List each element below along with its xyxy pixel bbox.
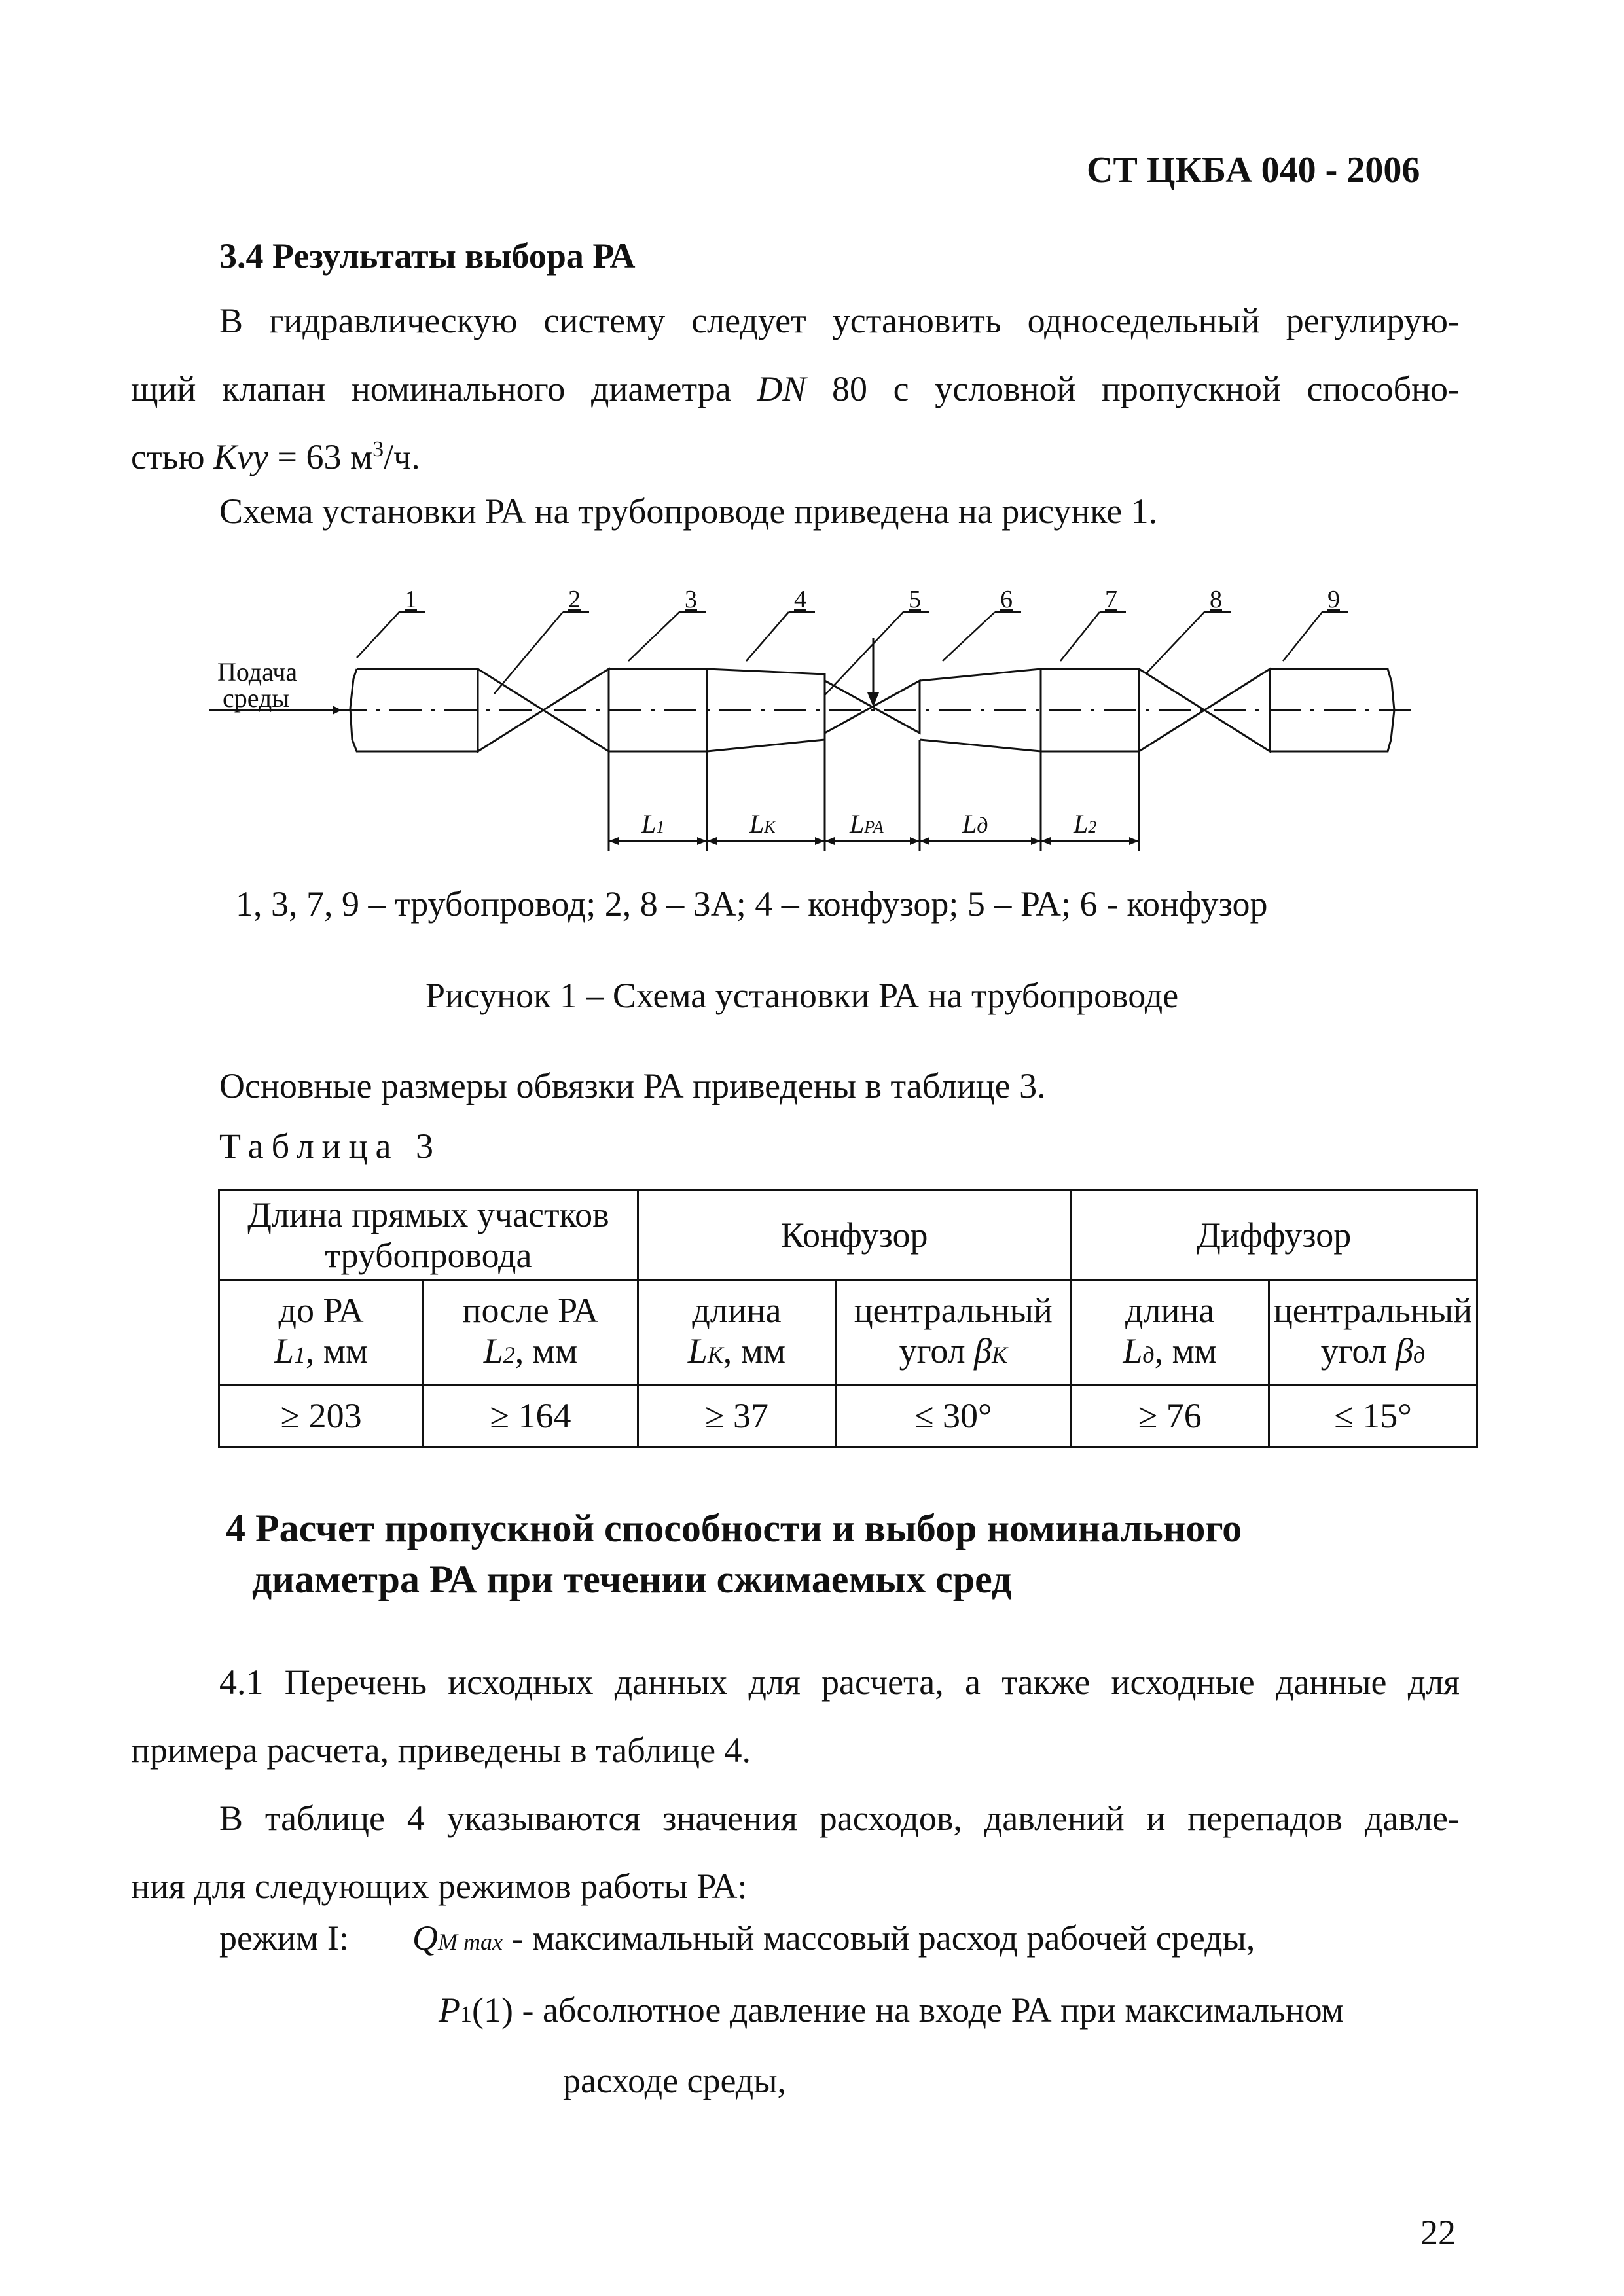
header-diffuser: Диффузор xyxy=(1071,1190,1477,1280)
heading-line: диаметра РА при течении сжимаемых сред xyxy=(252,1558,1012,1601)
cell-line: центральный xyxy=(854,1290,1053,1330)
figure-legend: 1, 3, 7, 9 – трубопровод; 2, 8 – ЗА; 4 – конфузор; 5 – РА; 6 - конфузор xyxy=(236,884,1268,924)
table-label: Таблица 3 xyxy=(219,1126,441,1166)
subscript: д xyxy=(1142,1341,1155,1368)
subheader-diffuser-length xyxy=(1071,1280,1269,1385)
value-cell: ≥ 76 xyxy=(1071,1385,1269,1447)
callout-4: 4 xyxy=(794,586,806,613)
definition-p1-cont: расходе среды, xyxy=(563,2061,787,2100)
symbol: β xyxy=(1396,1331,1414,1371)
value-cell: ≥ 164 xyxy=(424,1385,638,1447)
unit: , мм xyxy=(514,1331,578,1371)
symbol: L xyxy=(1123,1331,1143,1371)
paragraph-line xyxy=(131,355,1460,423)
cell-line: длина xyxy=(1125,1290,1215,1330)
unit: , мм xyxy=(723,1331,786,1371)
installation-scheme-figure xyxy=(196,576,1427,864)
mode-label: режим I: xyxy=(219,1918,349,1958)
text: щий клапан номинального диаметра xyxy=(131,369,757,408)
paragraph-scheme-reference: Схема установки РА на трубопроводе приведена на рисунке 1. xyxy=(219,492,1158,531)
symbol: P xyxy=(439,1990,460,2030)
subheader-diffuser-angle xyxy=(1269,1280,1477,1385)
text: = 63 м xyxy=(268,437,373,476)
symbol: L xyxy=(483,1331,503,1371)
subscript: M max xyxy=(438,1929,503,1955)
definition-qmmax xyxy=(412,1918,1255,1958)
text: - абсолютное давление на входе РА при максимальном xyxy=(513,1990,1344,2030)
flow-label: среды xyxy=(223,683,290,713)
cell-line: до РА xyxy=(278,1290,364,1330)
callout-6: 6 xyxy=(1000,586,1013,613)
figure-caption: Рисунок 1 – Схема установки РА на трубопроводе xyxy=(425,976,1179,1015)
symbol: L xyxy=(687,1331,708,1371)
subscript: К xyxy=(992,1341,1007,1368)
text: - максимальный массовый расход рабочей среды, xyxy=(502,1918,1255,1958)
cell-line: центральный xyxy=(1273,1290,1472,1330)
section-4-paragraphs xyxy=(131,1648,1460,1920)
text: угол xyxy=(899,1331,975,1371)
callout-9: 9 xyxy=(1327,586,1340,613)
superscript: 3 xyxy=(372,437,384,461)
callout-1: 1 xyxy=(405,586,417,613)
cell-line xyxy=(1274,1331,1472,1375)
definition-p1 xyxy=(439,1990,1344,2030)
value-cell: ≤ 30° xyxy=(836,1385,1071,1447)
cell-line xyxy=(224,1331,418,1375)
subheader-after xyxy=(424,1280,638,1385)
dim-lk: LК xyxy=(749,809,776,838)
header-straight-sections: Длина прямых участков трубопровода xyxy=(219,1190,638,1280)
callout-2: 2 xyxy=(568,586,581,613)
dim-ld: Lд xyxy=(962,809,988,838)
paragraph-line: ния для следующих режимов работы РА: xyxy=(131,1867,748,1906)
subheader-confuser-angle xyxy=(836,1280,1071,1385)
dn-symbol: DN xyxy=(757,369,806,408)
cell-line: после РА xyxy=(462,1290,599,1330)
table-3 xyxy=(218,1189,1478,1448)
section-heading-4 xyxy=(226,1503,1242,1605)
document-code: СТ ЦКБА 040 - 2006 xyxy=(1087,150,1420,190)
callout-7: 7 xyxy=(1105,586,1117,613)
subscript: 1 xyxy=(460,2001,472,2027)
symbol: Q xyxy=(412,1918,438,1958)
header-confuser: Конфузор xyxy=(638,1190,1071,1280)
flow-label: Подача xyxy=(217,657,298,687)
cell-line xyxy=(1075,1331,1263,1375)
cell-line xyxy=(428,1331,633,1375)
value-cell: ≤ 15° xyxy=(1269,1385,1477,1447)
paragraph-line: 4.1 Перечень исходных данных для расчета, а также исходные данные для xyxy=(219,1662,1460,1702)
dim-l1: L1 xyxy=(641,809,665,838)
symbol: L xyxy=(274,1331,294,1371)
table-intro: Основные размеры обвязки РА приведены в таблице 3. xyxy=(219,1066,1046,1105)
callout-8: 8 xyxy=(1210,586,1222,613)
kvy-symbol: Kvy xyxy=(213,437,268,476)
dim-lpa: LРА xyxy=(850,809,884,838)
text: (1) xyxy=(472,1990,513,2030)
value-cell: ≥ 203 xyxy=(219,1385,424,1447)
subscript: 2 xyxy=(503,1341,515,1368)
paragraph-line: В таблице 4 указываются значения расходов, давлений и перепадов давле- xyxy=(219,1799,1460,1838)
page-number: 22 xyxy=(1420,2213,1456,2252)
text: /ч. xyxy=(384,437,420,476)
text: стью xyxy=(131,437,214,476)
section-heading-3-4: 3.4 Результаты выбора РА xyxy=(219,236,636,276)
value-cell: ≥ 37 xyxy=(638,1385,835,1447)
paragraph-line: примера расчета, приведены в таблице 4. xyxy=(131,1731,751,1770)
cell-line xyxy=(840,1331,1066,1375)
symbol: β xyxy=(974,1331,992,1371)
cell-line: длина xyxy=(692,1290,782,1330)
unit: , мм xyxy=(305,1331,369,1371)
heading-line: 4 Расчет пропускной способности и выбор номинального xyxy=(226,1507,1242,1550)
callout-5: 5 xyxy=(909,586,921,613)
dim-l2: L2 xyxy=(1074,809,1097,838)
paragraph-valve-selection xyxy=(131,287,1460,491)
unit: , мм xyxy=(1154,1331,1217,1371)
text: 80 с условной пропускной способно- xyxy=(806,369,1460,408)
subscript: К xyxy=(707,1341,723,1368)
callout-3: 3 xyxy=(685,586,697,613)
subscript: 1 xyxy=(293,1341,306,1368)
paragraph-line: В гидравлическую систему следует установить односедельный регулирую- xyxy=(219,301,1460,340)
paragraph-line xyxy=(131,423,1460,491)
subscript: д xyxy=(1413,1341,1426,1368)
text: угол xyxy=(1320,1331,1396,1371)
subheader-confuser-length xyxy=(638,1280,835,1385)
cell-line xyxy=(643,1331,831,1375)
subheader-before xyxy=(219,1280,424,1385)
